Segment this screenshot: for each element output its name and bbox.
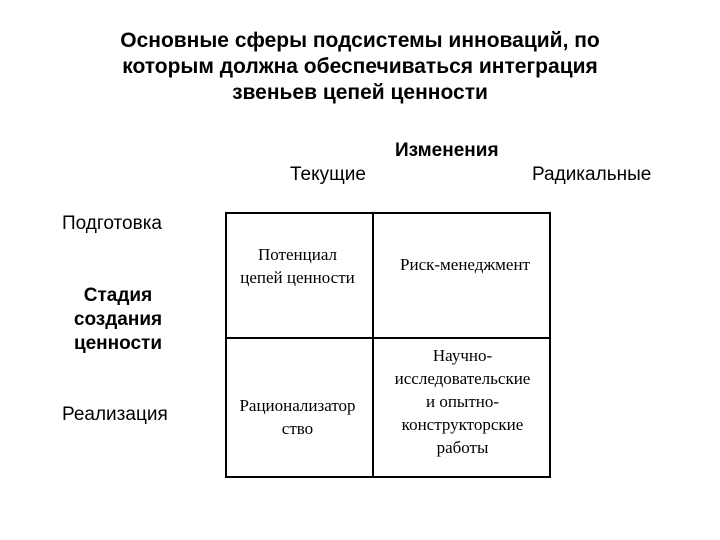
title-line: звеньев цепей ценности <box>232 81 488 104</box>
column-header-radical: Радикальные <box>532 164 652 185</box>
cell-value-chain-potential <box>225 243 370 289</box>
row-header-realization: Реализация <box>62 404 168 425</box>
grid-horizontal-divider <box>227 337 549 339</box>
cell-line: и опытно- <box>425 392 500 411</box>
cell-line: цепей ценности <box>240 268 355 287</box>
cell-line: Риск-менеджмент <box>400 255 530 274</box>
cell-line: работы <box>436 438 489 457</box>
cell-line: ство <box>281 419 314 438</box>
row-group-header-line: Стадия <box>83 285 153 306</box>
cell-risk-management <box>380 253 550 276</box>
diagram-title <box>60 28 660 106</box>
cell-line: Рационализатор <box>239 396 356 415</box>
column-group-header: Изменения <box>395 140 499 161</box>
row-header-preparation: Подготовка <box>62 213 163 234</box>
row-group-header <box>58 284 178 356</box>
cell-line: исследовательские <box>394 369 531 388</box>
cell-research-development <box>370 344 555 459</box>
column-header-current: Текущие <box>290 164 366 185</box>
row-group-header-line: создания <box>73 309 163 330</box>
cell-line: Научно- <box>432 346 493 365</box>
cell-rationalization <box>225 394 370 440</box>
cell-line: конструкторские <box>401 415 524 434</box>
title-line: Основные сферы подсистемы инноваций, по <box>120 29 600 52</box>
cell-line: Потенциал <box>258 245 337 264</box>
title-line: которым должна обеспечиваться интеграция <box>122 55 598 78</box>
row-group-header-line: ценности <box>73 333 163 354</box>
